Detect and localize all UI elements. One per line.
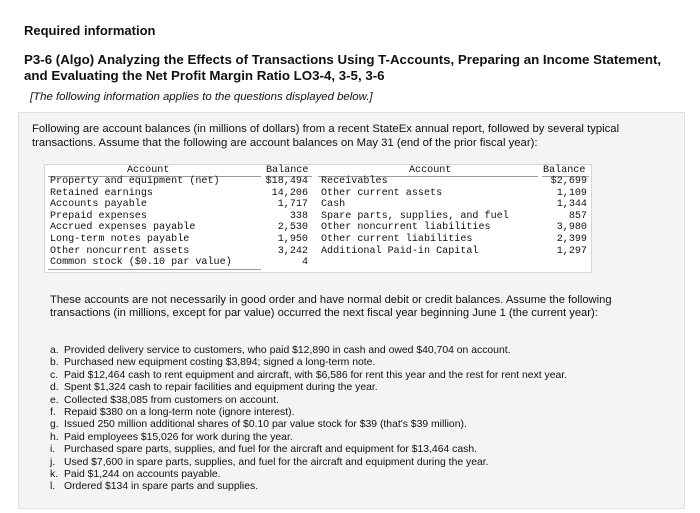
left-balance: 3,242 [277, 245, 308, 257]
left-balance: $18,494 [265, 176, 308, 187]
left-balance: 338 [289, 210, 308, 222]
transaction-letter: d. [50, 382, 59, 394]
transaction-letter: b. [50, 357, 59, 369]
left-account: Prepaid expenses [50, 210, 147, 222]
left-balance: 4 [301, 257, 308, 269]
right-account: Spare parts, supplies, and fuel [321, 210, 509, 222]
transaction-letter: f. [50, 407, 56, 418]
right-account: Cash [321, 199, 346, 211]
info-note: [The following information applies to the questions displayed below.] [30, 91, 373, 103]
transaction-letter: h. [50, 431, 59, 443]
transaction-letter: i. [50, 444, 56, 456]
last-row-underline [48, 269, 261, 270]
transactions-intro-paragraph: These accounts are not necessarily in good order and have normal debit or credit balances. Assume the following transactions (in millions, except for par value) occurred the next fiscal year beginning June 1 (the current year): [50, 294, 612, 319]
transaction-text: Ordered $134 in spare parts and supplies. [64, 481, 259, 493]
transaction-text: Spent $1,324 cash to repair facilities and equipment during the year. [64, 382, 378, 394]
right-account: Other noncurrent liabilities [321, 222, 491, 234]
transaction-item [50, 419, 467, 430]
transaction-text: Collected $38,085 from customers on account. [64, 394, 279, 406]
transaction-letter: e. [50, 394, 59, 406]
left-account: Accounts payable [50, 199, 147, 211]
transaction-item [50, 395, 279, 406]
right-account: Other current liabilities [321, 234, 473, 245]
right-account: Additional Paid-in Capital [321, 245, 479, 257]
transaction-letter: g. [50, 419, 59, 431]
transaction-item [50, 345, 511, 356]
transaction-letter: a. [50, 345, 59, 356]
transaction-item [50, 382, 378, 393]
right-balance: 1,297 [556, 245, 587, 257]
transaction-letter: j. [50, 456, 56, 468]
transaction-item [50, 357, 375, 368]
right-account: Other current assets [321, 187, 443, 199]
table-header-account-2: Account [409, 165, 452, 176]
right-balance: 3,980 [556, 222, 587, 234]
transaction-item [50, 457, 489, 468]
left-account: Other noncurrent assets [50, 245, 190, 257]
right-balance: $2,699 [550, 176, 587, 187]
transaction-text: Paid employees $15,026 for work during the year. [64, 431, 293, 443]
table-header-balance-1: Balance [266, 165, 309, 176]
transaction-text: Paid $12,464 cash to rent equipment and aircraft, with $6,586 for rent this year and the rest for rent next year. [64, 369, 568, 381]
right-balance: 857 [568, 210, 587, 222]
intro-paragraph: Following are account balances (in millions of dollars) from a recent StateEx annual report, followed by several typical transactions. Assume that the following are account balances on May 31 (end of the prior fiscal year): [32, 123, 620, 149]
left-balance: 1,950 [277, 234, 308, 245]
transaction-text: Paid $1,244 on accounts payable. [64, 469, 221, 480]
transaction-text: Purchased spare parts, supplies, and fuel for the aircraft and equipment for $13,464 cash. [64, 444, 477, 456]
left-balance: 14,206 [271, 187, 308, 199]
transaction-item [50, 469, 221, 480]
account-balances-table [44, 164, 592, 273]
transaction-text: Used $7,600 in spare parts, supplies, and fuel for the aircraft and equipment during the year. [64, 456, 489, 468]
transaction-letter: k. [50, 469, 59, 480]
right-balance: 1,344 [556, 199, 587, 211]
problem-title: P3-6 (Algo) Analyzing the Effects of Transactions Using T-Accounts, Preparing an Income Statement, and Evaluating the Net Profit Margin Ratio LO3-4, 3-5, 3-6 [24, 52, 662, 83]
transaction-item [50, 444, 477, 455]
transaction-text: Repaid $380 on a long-term note (ignore interest). [64, 407, 295, 418]
left-balance: 2,530 [277, 222, 308, 234]
right-balance: 1,109 [556, 187, 587, 199]
left-account: Retained earnings [50, 187, 153, 199]
transaction-item [50, 370, 567, 381]
transaction-letter: c. [50, 369, 59, 381]
left-balance: 1,717 [277, 199, 308, 211]
left-account: Common stock ($0.10 par value) [50, 257, 232, 269]
right-balance: 2,399 [556, 234, 587, 245]
table-header-balance-2: Balance [543, 165, 586, 176]
transaction-item [50, 481, 258, 492]
transaction-item [50, 407, 294, 418]
table-header-account-1: Account [127, 165, 170, 176]
transaction-text: Issued 250 million additional shares of $0.10 par value stock for $39 (that's $39 million). [64, 419, 467, 431]
transaction-text: Provided delivery service to customers, who paid $12,890 in cash and owed $40,704 on account. [64, 345, 511, 356]
left-account: Long-term notes payable [50, 234, 190, 245]
transaction-item [50, 432, 293, 443]
required-information-heading: Required information [24, 23, 156, 38]
right-account: Receivables [321, 176, 388, 187]
transaction-text: Purchased new equipment costing $3,894; signed a long-term note. [64, 357, 376, 369]
left-account: Accrued expenses payable [50, 222, 196, 234]
transaction-letter: l. [50, 481, 56, 493]
left-account: Property and equipment (net) [50, 176, 220, 187]
